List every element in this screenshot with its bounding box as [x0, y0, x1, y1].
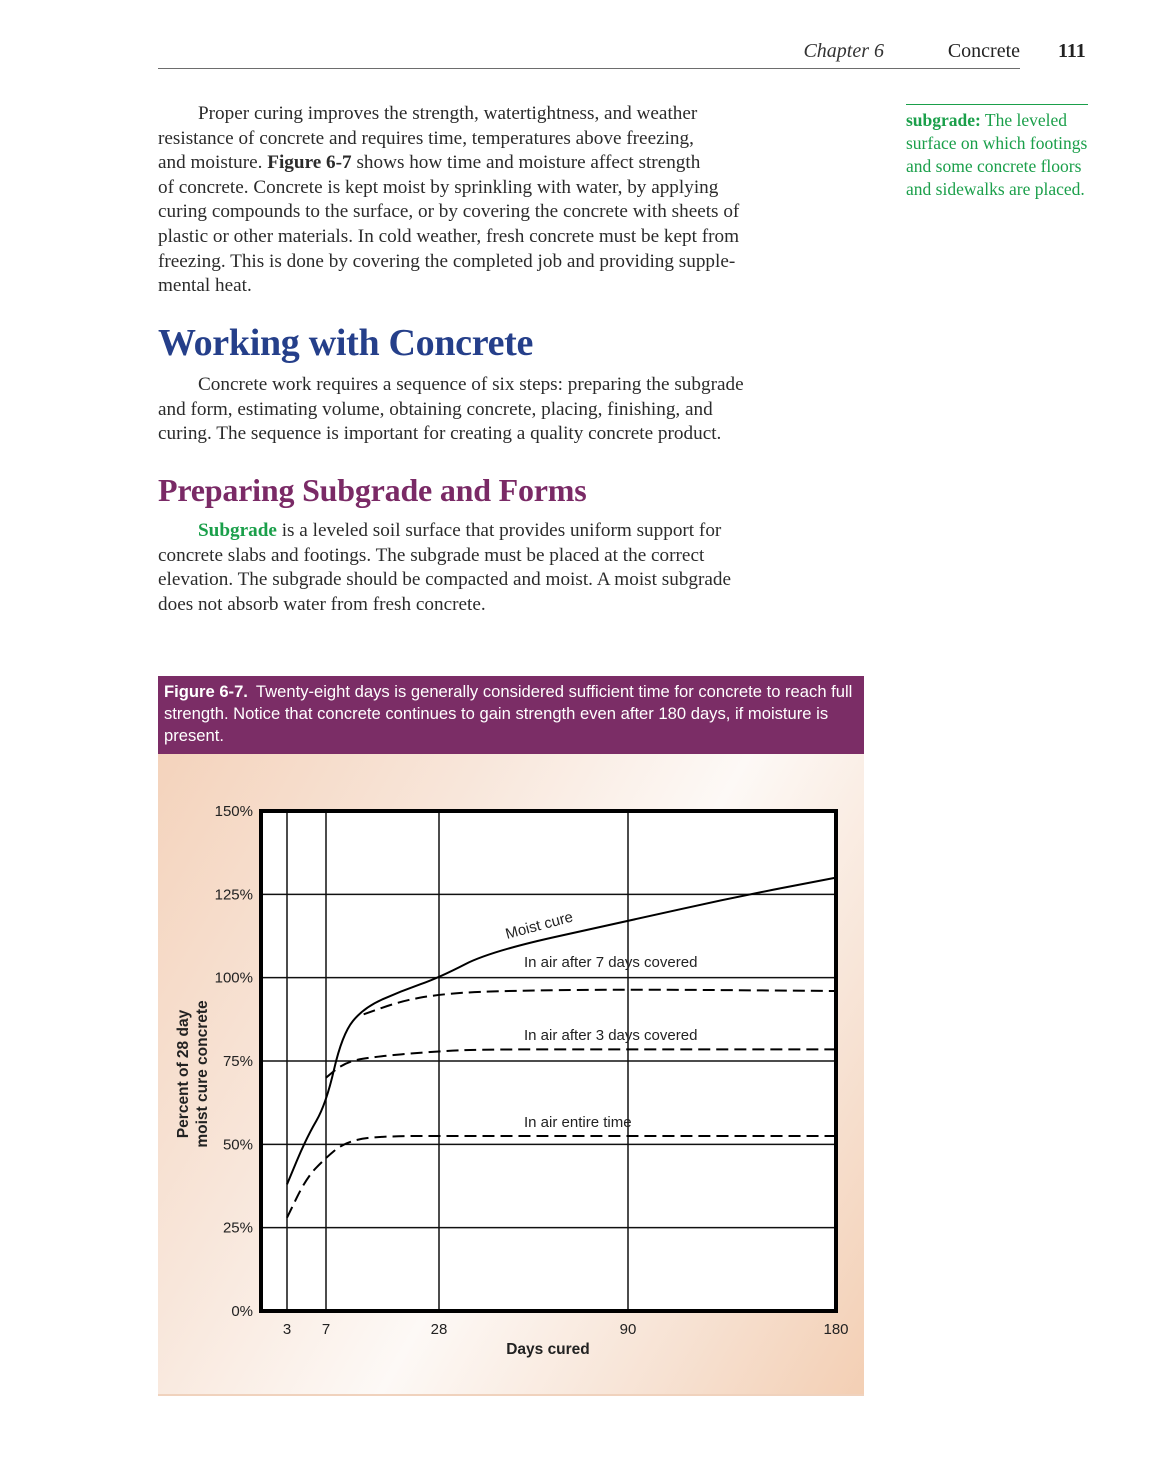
text-line: concrete slabs and footings. The subgrade must be placed at the correct	[158, 544, 705, 566]
text-line: is a leveled soil surface that provides uniform support for	[276, 520, 722, 541]
glossary-term: Subgrade	[198, 520, 277, 541]
figure-caption-text: Twenty-eight days is generally considered sufficient time for concrete to reach full strength. Notice that concrete continues to gain strength even after 180 days, if moisture is present.	[164, 682, 853, 745]
chapter-title: Concrete	[947, 40, 1020, 62]
text-line: shows how time and moisture affect strength	[351, 152, 701, 174]
y-tick-label: 75%	[222, 1053, 253, 1070]
paragraph-working	[158, 373, 858, 447]
definition-term: subgrade:	[906, 110, 981, 130]
x-tick-label: 90	[619, 1321, 637, 1338]
y-tick-label: 50%	[222, 1136, 253, 1154]
text-line: of concrete. Concrete is kept moist by sprinkling with water, by applying	[158, 176, 719, 198]
line-chart	[158, 754, 864, 1396]
text-line: freezing. This is done by covering the completed job and providing supple-	[158, 250, 736, 272]
y-tick-label: 25%	[222, 1219, 253, 1237]
y-tick-label: 0%	[231, 1303, 253, 1320]
paragraph-subgrade	[158, 519, 858, 617]
series-label: Moist cure	[503, 908, 575, 943]
x-tick-label: 7	[321, 1321, 331, 1338]
series-label: In air entire time	[524, 1114, 632, 1131]
section-heading-subgrade: Preparing Subgrade and Forms	[158, 472, 587, 508]
x-axis-label: Days cured	[506, 1341, 590, 1358]
text-line: mental heat.	[158, 275, 252, 297]
figure-caption	[158, 676, 864, 754]
y-tick-label: 125%	[214, 886, 253, 904]
running-header	[158, 38, 1020, 69]
page-number: 111	[1058, 40, 1086, 62]
y-axis-label: moist cure concrete	[194, 1000, 211, 1148]
figure-6-7	[158, 676, 864, 1396]
y-tick-label: 150%	[214, 803, 253, 820]
text-line: resistance of concrete and requires time, temperatures above freezing,	[158, 127, 694, 149]
series-label: In air after 7 days covered	[524, 954, 698, 971]
y-axis-label: Percent of 28 day	[175, 1009, 192, 1139]
text-line: does not absorb water from fresh concrete.	[158, 593, 486, 615]
chapter-label: Chapter 6	[803, 40, 884, 62]
y-tick-label: 100%	[214, 969, 253, 987]
paragraph-curing	[158, 102, 858, 299]
definition-text: The leveled surface on which footings and some concrete floors and sidewalks are placed.	[906, 110, 1088, 199]
text-line: Proper curing improves the strength, watertightness, and weather	[198, 103, 698, 124]
x-tick-label: 180	[823, 1321, 849, 1338]
series-label: In air after 3 days covered	[524, 1027, 698, 1044]
text-line: curing. The sequence is important for creating a quality concrete product.	[158, 423, 722, 445]
text-line: plastic or other materials. In cold weather, fresh concrete must be kept from	[158, 225, 740, 247]
figure-reference: Figure 6-7	[267, 152, 352, 174]
section-heading-working: Working with Concrete	[158, 322, 534, 364]
figure-label: Figure 6-7.	[164, 682, 248, 701]
x-tick-label: 28	[430, 1321, 448, 1338]
text-line: elevation. The subgrade should be compacted and moist. A moist subgrade	[158, 569, 732, 591]
text-line: and moisture.	[158, 152, 268, 174]
margin-definition	[906, 104, 1088, 201]
x-tick-label: 3	[282, 1321, 292, 1338]
text-line: curing compounds to the surface, or by covering the concrete with sheets of	[158, 201, 740, 223]
text-line: Concrete work requires a sequence of six steps: preparing the subgrade	[198, 374, 744, 395]
text-line: and form, estimating volume, obtaining concrete, placing, finishing, and	[158, 398, 713, 420]
chart-panel	[158, 754, 864, 1396]
